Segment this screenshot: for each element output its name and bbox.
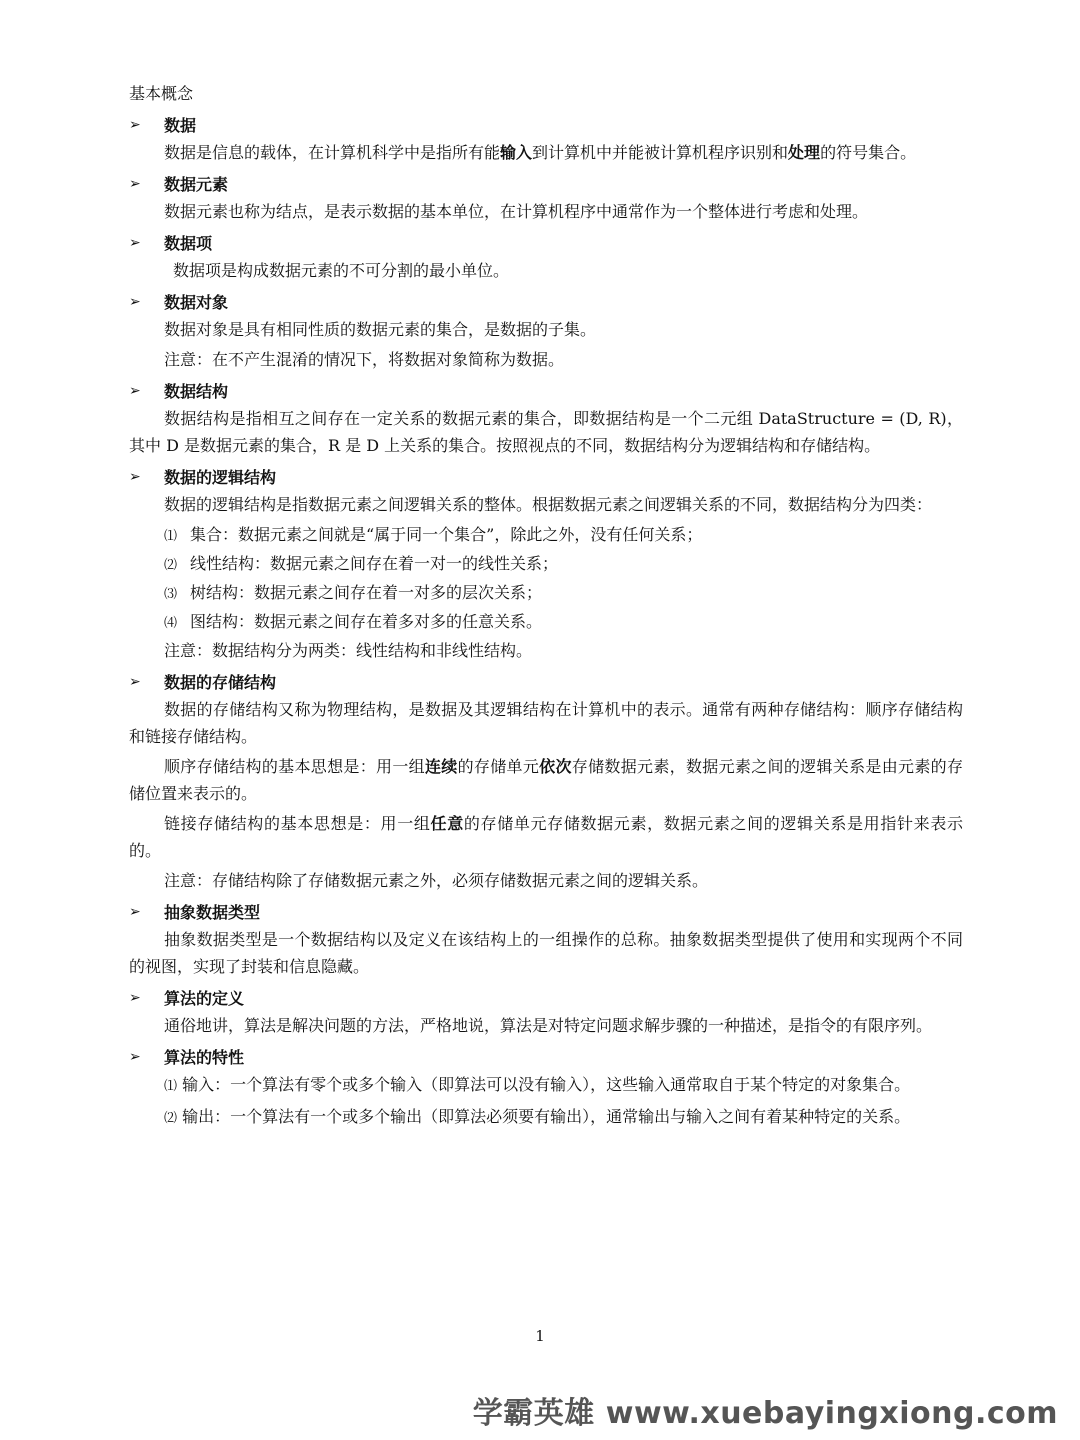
arrow-bullet-icon: ➢	[129, 175, 141, 192]
arrow-bullet-icon: ➢	[129, 1048, 141, 1065]
paragraph: ⑴ 输入：一个算法有零个或多个输入（即算法可以没有输入），这些输入通常取自于某个特定的对象集合。	[164, 1075, 911, 1094]
paragraph: 数据元素也称为结点，是表示数据的基本单位，在计算机程序中通常作为一个整体进行考虑和处理。	[164, 202, 869, 221]
arrow-bullet-icon: ➢	[129, 673, 141, 690]
section-heading-label: 数据的逻辑结构	[164, 467, 277, 487]
page-number: 1	[535, 1327, 545, 1345]
section-heading-label: 算法的特性	[164, 1047, 245, 1067]
paragraph: 数据的存储结构又称为物理结构，是数据及其逻辑结构在计算机中的表示。通常有两种存储结构：顺序存储结构和链接存储结构。	[129, 700, 963, 746]
arrow-bullet-icon: ➢	[129, 903, 141, 920]
list-item: ⑵ 线性结构：数据元素之间存在着一对一的线性关系；	[164, 554, 559, 573]
paragraph: 抽象数据类型是一个数据结构以及定义在该结构上的一组操作的总称。抽象数据类型提供了使用和实现两个不同的视图，实现了封装和信息隐藏。	[129, 930, 963, 976]
note: 注意：在不产生混淆的情况下，将数据对象简称为数据。	[164, 350, 565, 369]
paragraph: 数据是信息的载体，在计算机科学中是指所有能输入到计算机中并能被计算机程序识别和处理的符号集合。	[164, 143, 917, 162]
document-page	[129, 80, 963, 1135]
section-heading-label: 数据结构	[164, 381, 229, 401]
section-heading-algorithm-properties	[129, 1043, 963, 1071]
keyword-continuous: 连续	[424, 757, 458, 776]
paragraph: 数据项是构成数据元素的不可分割的最小单位。	[173, 261, 510, 280]
arrow-bullet-icon: ➢	[129, 382, 141, 399]
keyword-input: 输入	[500, 143, 533, 162]
paragraph: 通俗地讲，算法是解决问题的方法，严格地说，算法是对特定问题求解步骤的一种描述，是指令的有限序列。	[164, 1016, 933, 1035]
keyword-sequential: 依次	[539, 757, 572, 776]
site-watermark: 学霸英雄 www.xuebayingxiong.com	[472, 1396, 1058, 1431]
paragraph: 数据对象是具有相同性质的数据元素的集合，是数据的子集。	[164, 320, 597, 339]
list-item: ⑷ 图结构：数据元素之间存在着多对多的任意关系。	[164, 612, 543, 631]
keyword-process: 处理	[788, 143, 821, 162]
section-heading-adt	[129, 898, 963, 926]
section-heading-data-object	[129, 288, 963, 316]
section-heading-label: 数据对象	[164, 292, 229, 312]
section-heading-storage-structure	[129, 668, 963, 696]
document-title: 基本概念	[129, 84, 194, 103]
arrow-bullet-icon: ➢	[129, 116, 141, 133]
paragraph: 数据的逻辑结构是指数据元素之间逻辑关系的整体。根据数据元素之间逻辑关系的不同，数据结构分为四类：	[164, 495, 933, 514]
paragraph: 顺序存储结构的基本思想是：用一组连续的存储单元依次存储数据元素，数据元素之间的逻辑关系是由元素的存储位置来表示的。	[129, 757, 963, 803]
list-item: ⑴ 集合：数据元素之间就是“属于同一个集合”，除此之外，没有任何关系；	[164, 525, 703, 544]
section-heading-data	[129, 111, 963, 139]
section-heading-data-element	[129, 170, 963, 198]
arrow-bullet-icon: ➢	[129, 234, 141, 251]
section-heading-label: 数据	[164, 115, 197, 135]
paragraph: 数据结构是指相互之间存在一定关系的数据元素的集合，即数据结构是一个二元组 DataStructure = (D, R)，其中 D 是数据元素的集合，R 是 D 上关系的集合。按照视点的不同，数据结构分为逻辑结构和存储结构。	[129, 409, 963, 455]
arrow-bullet-icon: ➢	[129, 989, 141, 1006]
arrow-bullet-icon: ➢	[129, 468, 141, 485]
note: 注意：数据结构分为两类：线性结构和非线性结构。	[164, 641, 533, 660]
list-item: ⑶ 树结构：数据元素之间存在着一对多的层次关系；	[164, 583, 543, 602]
paragraph: 链接存储结构的基本思想是：用一组任意的存储单元存储数据元素，数据元素之间的逻辑关系是用指针来表示的。	[129, 814, 963, 860]
section-heading-label: 算法的定义	[164, 988, 245, 1008]
note: 注意：存储结构除了存储数据元素之外，必须存储数据元素之间的逻辑关系。	[164, 871, 709, 890]
section-heading-label: 数据元素	[164, 174, 229, 194]
section-heading-data-item	[129, 229, 963, 257]
section-heading-label: 数据的存储结构	[164, 672, 277, 692]
section-heading-label: 抽象数据类型	[164, 902, 261, 922]
arrow-bullet-icon: ➢	[129, 293, 141, 310]
keyword-arbitrary: 任意	[430, 814, 464, 833]
section-heading-label: 数据项	[164, 233, 213, 253]
section-heading-data-structure	[129, 377, 963, 405]
section-heading-logical-structure	[129, 463, 963, 491]
section-heading-algorithm-definition	[129, 984, 963, 1012]
paragraph: ⑵ 输出：一个算法有一个或多个输出（即算法必须要有输出），通常输出与输入之间有着某种特定的关系。	[164, 1107, 911, 1126]
